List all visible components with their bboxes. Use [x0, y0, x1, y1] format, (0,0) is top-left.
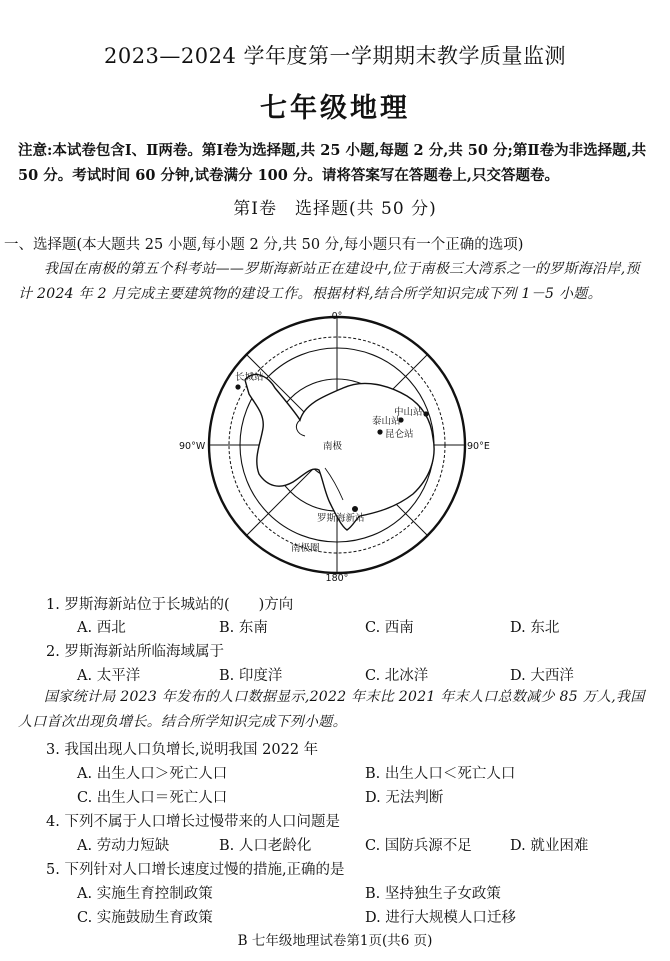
- q2-option-b[interactable]: B. 印度洋: [219, 668, 283, 684]
- station-dot-kunlun: [377, 429, 382, 434]
- section-instruction: 一、选择题(本大题共 25 小题,每小题 2 分,共 50 分,每小题只有一个正确的选项): [4, 237, 524, 253]
- q3-option-b[interactable]: B. 出生人口＜死亡人口: [365, 766, 516, 782]
- q1-option-c[interactable]: C. 西南: [365, 620, 414, 636]
- q1-option-d[interactable]: D. 东北: [510, 620, 560, 636]
- label-90w: 90°W: [179, 441, 206, 452]
- q5-option-a[interactable]: A. 实施生育控制政策: [77, 886, 213, 902]
- q2-option-a[interactable]: A. 太平洋: [77, 668, 141, 684]
- q5-option-d[interactable]: D. 进行大规模人口迁移: [365, 910, 516, 926]
- q2-option-c[interactable]: C. 北冰洋: [365, 668, 429, 684]
- question-4: 4. 下列不属于人口增长过慢带来的人口问题是: [46, 814, 340, 830]
- q2-option-d[interactable]: D. 大西洋: [510, 668, 574, 684]
- label-south-pole: 南极: [323, 441, 343, 452]
- station-changcheng: 长城站: [235, 372, 264, 383]
- q4-option-a[interactable]: A. 劳动力短缺: [77, 838, 170, 854]
- label-90e: 90°E: [467, 441, 490, 452]
- passage-1: 我国在南极的第五个科考站——罗斯海新站正在建设中,位于南极三大湾系之一的罗斯海沿岸,预计 2024 年 2 月完成主要建筑物的建设工作。根据材料,结合所学知识完成下列 1－5 小题。: [18, 261, 640, 302]
- question-5: 5. 下列针对人口增长速度过慢的措施,正确的是: [46, 862, 345, 878]
- q4-option-c[interactable]: C. 国防兵源不足: [365, 838, 472, 854]
- station-dot-zhongshan: [423, 411, 428, 416]
- label-antarctic-circle: 南极圈: [291, 543, 320, 554]
- q5-option-c[interactable]: C. 实施鼓励生育政策: [77, 910, 213, 926]
- q3-option-d[interactable]: D. 无法判断: [365, 790, 444, 806]
- question-3: 3. 我国出现人口负增长,说明我国 2022 年: [46, 742, 319, 758]
- q5-option-b[interactable]: B. 坚持独生子女政策: [365, 886, 501, 902]
- station-luosihai: 罗斯海新站: [317, 513, 365, 524]
- subject-title: 七年级地理: [260, 93, 410, 124]
- station-taishan: 泰山站: [372, 416, 401, 427]
- q3-option-a[interactable]: A. 出生人口＞死亡人口: [77, 766, 228, 782]
- exam-notice: 注意:本试卷包含Ⅰ、Ⅱ两卷。第Ⅰ卷为选择题,共 25 小题,每题 2 分,共 50 分;第Ⅱ卷为非选择题,共 50 分。考试时间 60 分钟,试卷满分 100 分。请将答案写在答题卷上,只交答题卷。: [18, 142, 647, 184]
- label-180: 180°: [325, 573, 349, 583]
- station-kunlun: 昆仑站: [385, 429, 414, 440]
- q3-option-c[interactable]: C. 出生人口＝死亡人口: [77, 790, 228, 806]
- q4-option-d[interactable]: D. 就业困难: [510, 838, 589, 854]
- question-1: 1. 罗斯海新站位于长城站的( )方向: [46, 597, 294, 613]
- q4-option-b[interactable]: B. 人口老龄化: [219, 838, 312, 854]
- q1-option-a[interactable]: A. 西北: [77, 620, 126, 636]
- section-title: 第Ⅰ卷 选择题(共 50 分): [233, 199, 437, 219]
- question-2: 2. 罗斯海新站所临海域属于: [46, 644, 224, 660]
- page-footer: B 七年级地理试卷第1页(共6 页): [237, 933, 433, 949]
- station-zhongshan: 中山站: [394, 407, 423, 418]
- label-0deg: 0°: [331, 311, 343, 322]
- station-dot-luosihai: [352, 506, 358, 512]
- station-dot-changcheng: [235, 384, 240, 389]
- antarctica-map: [175, 308, 495, 583]
- q1-option-b[interactable]: B. 东南: [219, 620, 268, 636]
- exam-title: 2023—2024 学年度第一学期期末教学质量监测: [103, 44, 567, 68]
- passage-2: 国家统计局 2023 年发布的人口数据显示,2022 年末比 2021 年末人口总数减少 85 万人,我国人口首次出现负增长。结合所学知识完成下列小题。: [18, 689, 645, 730]
